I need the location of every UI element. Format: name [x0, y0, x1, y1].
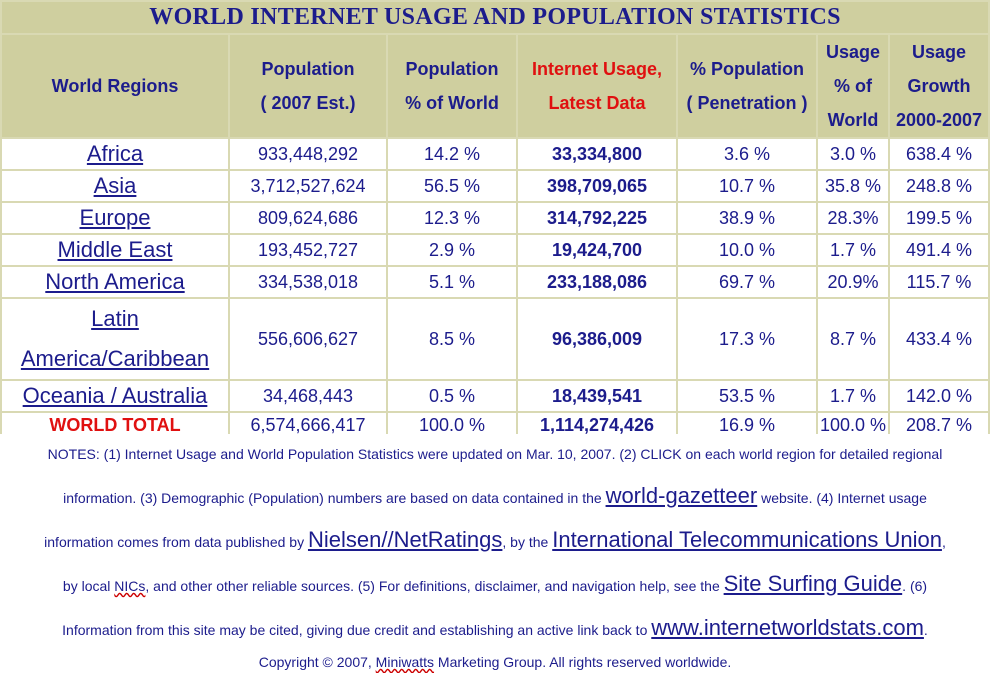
table-row: [2, 203, 988, 233]
itu-link[interactable]: International Telecommunications Union: [552, 527, 942, 552]
notes-line: information comes from data published by Nielsen//NetRatings, by the International Telecommunications Union,: [44, 527, 946, 552]
population-cell: 556,606,627: [230, 299, 386, 379]
usage-cell: 18,439,541: [518, 381, 676, 411]
notes-line: NOTES: (1) Internet Usage and World Population Statistics were updated on Mar. 10, 2007. (2) CLICK on each world region for detailed regional: [47, 446, 943, 462]
usage-pct-cell: 8.7 %: [818, 299, 888, 379]
penetration-cell: 69.7 %: [678, 267, 816, 297]
growth-cell: 115.7 %: [890, 267, 988, 297]
region-cell: [2, 381, 228, 411]
pop-pct-cell: 2.9 %: [388, 235, 516, 265]
usage-cell: 398,709,065: [518, 171, 676, 201]
growth-cell: 142.0 %: [890, 381, 988, 411]
pop-pct-cell: 14.2 %: [388, 139, 516, 169]
usage-cell: 19,424,700: [518, 235, 676, 265]
usage-cell: 233,188,086: [518, 267, 676, 297]
nics-text: NICs: [114, 578, 146, 594]
region-link-middle-east[interactable]: Middle East: [57, 237, 173, 262]
population-cell: 334,538,018: [230, 267, 386, 297]
region-cell: [2, 203, 228, 233]
growth-cell: 638.4 %: [890, 139, 988, 169]
notes-section: [0, 434, 990, 670]
header-population: Population ( 2007 Est.): [230, 35, 386, 137]
region-cell: [2, 171, 228, 201]
region-cell: [2, 299, 228, 379]
usage-pct-cell: 1.7 %: [818, 381, 888, 411]
population-cell: 933,448,292: [230, 139, 386, 169]
penetration-cell: 53.5 %: [678, 381, 816, 411]
penetration-cell: 16.9 %: [678, 413, 816, 437]
growth-cell: 433.4 %: [890, 299, 988, 379]
region-link-oceania[interactable]: Oceania / Australia: [22, 383, 208, 408]
table-row: [2, 267, 988, 297]
site-surfing-guide-link[interactable]: Site Surfing Guide: [723, 571, 903, 596]
usage-pct-cell: 35.8 %: [818, 171, 888, 201]
region-cell: [2, 235, 228, 265]
copyright: Copyright © 2007, Miniwatts Marketing Group. All rights reserved worldwide.: [258, 654, 732, 670]
region-link-europe[interactable]: Europe: [79, 205, 151, 230]
population-cell: 34,468,443: [230, 381, 386, 411]
table-row: [2, 139, 988, 169]
region-link-africa[interactable]: Africa: [86, 141, 144, 166]
growth-cell: 208.7 %: [890, 413, 988, 437]
notes-line: Information from this site may be cited, giving due credit and establishing an active link back to www.internetworldstats.com.: [62, 615, 928, 640]
population-cell: 6,574,666,417: [230, 413, 386, 437]
table-title: WORLD INTERNET USAGE AND POPULATION STATISTICS: [2, 2, 988, 33]
nielsen-link[interactable]: Nielsen//NetRatings: [307, 527, 503, 552]
header-penetration: % Population ( Penetration ): [678, 35, 816, 137]
world-gazetteer-link[interactable]: world-gazetteer: [605, 483, 758, 508]
region-link-latin-america[interactable]: Latin America/Caribbean: [20, 306, 210, 371]
population-cell: 3,712,527,624: [230, 171, 386, 201]
world-total-label: WORLD TOTAL: [2, 413, 228, 437]
usage-pct-cell: 28.3%: [818, 203, 888, 233]
growth-cell: 491.4 %: [890, 235, 988, 265]
usage-cell: 96,386,009: [518, 299, 676, 379]
penetration-cell: 17.3 %: [678, 299, 816, 379]
table-row: [2, 235, 988, 265]
usage-pct-cell: 1.7 %: [818, 235, 888, 265]
header-usage-pct: Usage % of World: [818, 35, 888, 137]
growth-cell: 248.8 %: [890, 171, 988, 201]
pop-pct-cell: 5.1 %: [388, 267, 516, 297]
penetration-cell: 10.7 %: [678, 171, 816, 201]
penetration-cell: 38.9 %: [678, 203, 816, 233]
notes-line: by local NICs, and other other reliable sources. (5) For definitions, disclaimer, and navigation help, see the Site Surfing Guide. (6): [62, 571, 928, 596]
population-cell: 193,452,727: [230, 235, 386, 265]
penetration-cell: 10.0 %: [678, 235, 816, 265]
pop-pct-cell: 100.0 %: [388, 413, 516, 437]
table-row: [2, 171, 988, 201]
pop-pct-cell: 12.3 %: [388, 203, 516, 233]
header-population-pct: Population % of World: [388, 35, 516, 137]
pop-pct-cell: 0.5 %: [388, 381, 516, 411]
region-link-asia[interactable]: Asia: [93, 173, 137, 198]
region-link-north-america[interactable]: North America: [45, 269, 185, 294]
usage-pct-cell: 3.0 %: [818, 139, 888, 169]
usage-pct-cell: 100.0 %: [818, 413, 888, 437]
usage-cell: 33,334,800: [518, 139, 676, 169]
notes-line: information. (3) Demographic (Population) numbers are based on data contained in the world-gazetteer website. (4) Internet usage: [63, 483, 927, 508]
usage-cell: 1,114,274,426: [518, 413, 676, 437]
pop-pct-cell: 56.5 %: [388, 171, 516, 201]
internetworldstats-link[interactable]: www.internetworldstats.com: [651, 615, 924, 640]
region-cell: [2, 139, 228, 169]
population-cell: 809,624,686: [230, 203, 386, 233]
table-row: [2, 299, 988, 379]
pop-pct-cell: 8.5 %: [388, 299, 516, 379]
penetration-cell: 3.6 %: [678, 139, 816, 169]
header-internet-usage: Internet Usage, Latest Data: [518, 35, 676, 137]
table-row: [2, 381, 988, 411]
region-cell: [2, 267, 228, 297]
growth-cell: 199.5 %: [890, 203, 988, 233]
usage-cell: 314,792,225: [518, 203, 676, 233]
usage-pct-cell: 20.9%: [818, 267, 888, 297]
header-world-regions: World Regions: [2, 35, 228, 137]
header-usage-growth: Usage Growth 2000-2007: [890, 35, 988, 137]
